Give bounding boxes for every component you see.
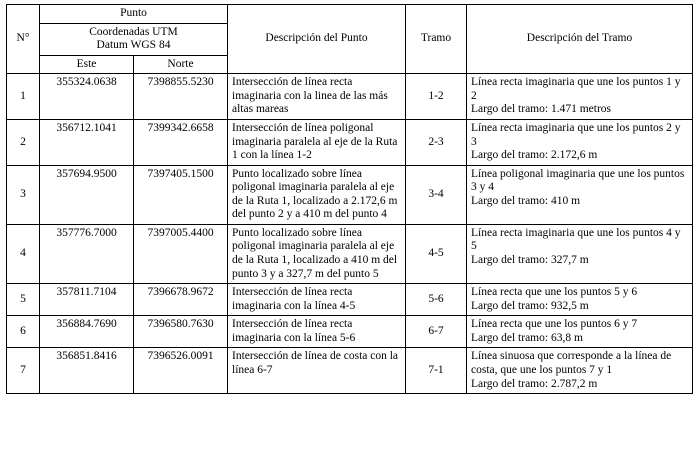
descripcion-tramo-line-1: Línea recta que une los puntos 6 y 7 bbox=[471, 318, 638, 331]
cell-tramo: 1-2 bbox=[406, 74, 467, 120]
table-row bbox=[7, 74, 693, 120]
cell-tramo: 5-6 bbox=[406, 284, 467, 316]
table-header bbox=[7, 5, 693, 74]
cell-tramo: 4-5 bbox=[406, 224, 467, 283]
cell-norte: 7396580.7630 bbox=[134, 316, 228, 348]
column-header-descripcion-punto: Descripción del Punto bbox=[228, 5, 406, 74]
cell-n: 6 bbox=[7, 316, 40, 348]
cell-tramo: 2-3 bbox=[406, 119, 467, 165]
cell-n: 2 bbox=[7, 119, 40, 165]
cell-n: 4 bbox=[7, 224, 40, 283]
descripcion-tramo-line-2: Largo del tramo: 2.172,6 m bbox=[471, 149, 598, 162]
cell-descripcion-tramo bbox=[467, 316, 693, 348]
cell-descripcion-tramo bbox=[467, 348, 693, 394]
cell-tramo: 6-7 bbox=[406, 316, 467, 348]
cell-este: 357776.7000 bbox=[40, 224, 134, 283]
table-body bbox=[7, 74, 693, 394]
descripcion-tramo-line-2: Largo del tramo: 1.471 metros bbox=[471, 103, 611, 116]
cell-este: 356851.8416 bbox=[40, 348, 134, 394]
cell-este: 356884.7690 bbox=[40, 316, 134, 348]
cell-este: 357811.7104 bbox=[40, 284, 134, 316]
descripcion-tramo-line-1: Línea recta que une los puntos 5 y 6 bbox=[471, 286, 638, 299]
descripcion-tramo-line-1: Línea recta imaginaria que une los puntos 2 y 3 bbox=[471, 121, 681, 148]
document-page bbox=[0, 4, 698, 470]
cell-norte: 7396526.0091 bbox=[134, 348, 228, 394]
table-row bbox=[7, 316, 693, 348]
cell-este: 355324.0638 bbox=[40, 74, 134, 120]
descripcion-tramo-line-1: Línea recta imaginaria que une los puntos 4 y 5 bbox=[471, 226, 681, 253]
table-row bbox=[7, 348, 693, 394]
descripcion-tramo-line-1: Línea recta imaginaria que une los puntos 1 y 2 bbox=[471, 76, 681, 102]
cell-n: 1 bbox=[7, 74, 40, 120]
coordinates-table bbox=[6, 4, 693, 394]
cell-norte: 7399342.6658 bbox=[134, 119, 228, 165]
descripcion-tramo-line-2: Largo del tramo: 932,5 m bbox=[471, 299, 589, 312]
table-row bbox=[7, 119, 693, 165]
table-row bbox=[7, 165, 693, 224]
column-header-norte: Norte bbox=[134, 55, 228, 74]
descripcion-tramo-line-1: Línea sinuosa que corresponde a la línea de costa, que une los puntos 7 y 1 bbox=[471, 350, 672, 376]
table-row bbox=[7, 284, 693, 316]
descripcion-tramo-line-2: Largo del tramo: 2.787,2 m bbox=[471, 377, 598, 390]
descripcion-tramo-line-2: Largo del tramo: 63,8 m bbox=[471, 331, 583, 344]
cell-norte: 7396678.9672 bbox=[134, 284, 228, 316]
cell-descripcion-punto: Punto localizado sobre línea poligonal imaginaria paralela al eje de la Ruta 1, localizado a 2.172,6 m del punto 2 y a 410 m del punto 4 bbox=[228, 165, 406, 224]
cell-descripcion-punto: Intersección de línea recta imaginaria con la línea 4-5 bbox=[228, 284, 406, 316]
cell-norte: 7398855.5230 bbox=[134, 74, 228, 120]
column-header-n: N° bbox=[7, 5, 40, 74]
header-row-1 bbox=[7, 5, 693, 24]
cell-descripcion-tramo bbox=[467, 74, 693, 120]
cell-norte: 7397005.4400 bbox=[134, 224, 228, 283]
column-header-descripcion-tramo: Descripción del Tramo bbox=[467, 5, 693, 74]
cell-n: 7 bbox=[7, 348, 40, 394]
coordenadas-line-2: Datum WGS 84 bbox=[96, 39, 171, 52]
cell-tramo: 7-1 bbox=[406, 348, 467, 394]
descripcion-tramo-line-2: Largo del tramo: 410 m bbox=[471, 194, 581, 207]
cell-descripcion-punto: Intersección de línea recta imaginaria con la línea 5-6 bbox=[228, 316, 406, 348]
column-header-tramo: Tramo bbox=[406, 5, 467, 74]
cell-descripcion-punto: Intersección de línea recta imaginaria con la linea de las más altas mareas bbox=[228, 74, 406, 120]
cell-este: 356712.1041 bbox=[40, 119, 134, 165]
cell-descripcion-punto: Intersección de línea poligonal imaginaria paralela al eje de la Ruta 1 con la línea 1-2 bbox=[228, 119, 406, 165]
cell-descripcion-tramo bbox=[467, 224, 693, 283]
column-header-coordenadas-group bbox=[40, 23, 228, 55]
cell-descripcion-tramo bbox=[467, 284, 693, 316]
column-header-punto-group: Punto bbox=[40, 5, 228, 24]
cell-este: 357694.9500 bbox=[40, 165, 134, 224]
cell-tramo: 3-4 bbox=[406, 165, 467, 224]
coordenadas-line-1: Coordenadas UTM bbox=[89, 25, 178, 38]
cell-norte: 7397405.1500 bbox=[134, 165, 228, 224]
cell-n: 3 bbox=[7, 165, 40, 224]
cell-descripcion-punto: Punto localizado sobre línea poligonal imaginaria paralela al eje de la Ruta 1, localizado a 410 m del punto 3 y a 327,7 m del punto 5 bbox=[228, 224, 406, 283]
cell-descripcion-punto: Intersección de línea de costa con la línea 6-7 bbox=[228, 348, 406, 394]
column-header-este: Este bbox=[40, 55, 134, 74]
descripcion-tramo-line-1: Línea poligonal imaginaria que une los puntos 3 y 4 bbox=[471, 167, 685, 194]
cell-n: 5 bbox=[7, 284, 40, 316]
table-row bbox=[7, 224, 693, 283]
descripcion-tramo-line-2: Largo del tramo: 327,7 m bbox=[471, 254, 589, 266]
cell-descripcion-tramo bbox=[467, 165, 693, 224]
cell-descripcion-tramo bbox=[467, 119, 693, 165]
